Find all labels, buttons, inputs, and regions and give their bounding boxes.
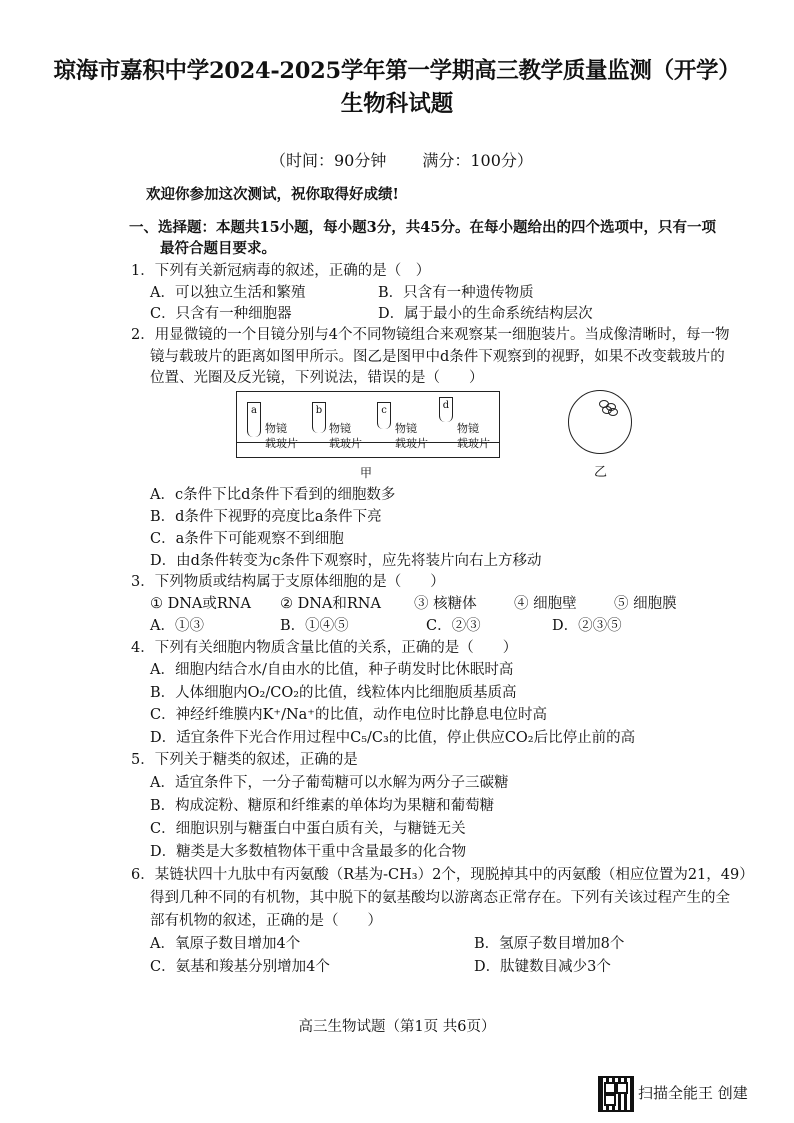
figure-yi-field-of-view [568,390,632,454]
qr-finder [604,1082,616,1094]
q4-stem: 4．下列有关细胞内物质含量比值的关系，正确的是（ ） [131,640,518,656]
slide-a-label: 载玻片 [265,437,298,450]
exam-title-line2: 生物科试题 [340,91,454,117]
objective-d-label: 物镜 [457,422,479,435]
q5-stem: 5．下列关于糖类的叙述，正确的是 [131,752,358,768]
q6-stem-line2: 得到几种不同的有机物，其中脱下的氨基酸均以游离态正常存在。下列有关该过程产生的全 [150,890,730,906]
q2-option-a: A．c条件下比d条件下看到的细胞数多 [150,487,396,503]
q5-option-a: A．适宜条件下，一分子葡萄糖可以水解为两分子三碳糖 [150,775,509,791]
section-intro-line2: 最符合题目要求。 [160,240,276,257]
q3-item-1: ① DNA或RNA [150,596,251,612]
q6-option-c: C．氨基和羧基分别增加4个 [150,959,330,975]
q3-item-3: ③ 核糖体 [414,596,477,612]
objective-b-letter: b [315,405,323,416]
objective-a-letter: a [251,405,257,416]
figure-jia-microscope-objectives [236,391,500,458]
exam-time-score [270,148,533,171]
scanner-watermark: 扫描全能王 创建 [638,1084,748,1102]
exam-title-line1: 琼海市嘉积中学2024-2025学年第一学期高三教学质量监测（开学） [53,58,741,84]
objective-c-label: 物镜 [395,422,417,435]
objective-a [247,402,261,437]
cell-shape [608,408,618,416]
q6-option-b: B．氢原子数目增加8个 [474,936,625,952]
slide-b-label: 载玻片 [329,437,362,450]
q6-stem-line1: 6．某链状四十九肽中有丙氨酸（R基为-CH₃）2个，现脱掉其中的丙氨酸（相应位置为21，49） [131,867,754,883]
q2-option-b: B．d条件下视野的亮度比a条件下亮 [150,509,382,525]
objective-d [439,397,453,422]
qr-finder [604,1094,616,1106]
q3-option-c: C．②③ [426,618,481,634]
q6-stem-line3: 部有机物的叙述，正确的是（ ） [150,913,382,929]
figure-jia-caption: 甲 [360,466,373,480]
q5-option-b: B．构成淀粉、糖原和纤维素的单体均为果糖和葡萄糖 [150,798,495,814]
objective-d-letter: d [442,400,450,411]
q2-stem-line2: 镜与载玻片的距离如图甲所示。图乙是图甲中d条件下观察到的视野，如果不改变载玻片的 [150,349,725,365]
q2-stem-line1: 2．用显微镜的一个目镜分别与4个不同物镜组合来观察某一细胞装片。当成像清晰时，每一物 [131,327,730,343]
q1-option-a: A．可以独立生活和繁殖 [150,285,306,301]
qr-code-icon [598,1076,634,1112]
q4-option-a: A．细胞内结合水/自由水的比值，种子萌发时比休眠时高 [150,662,514,678]
q4-option-d: D．适宜条件下光合作用过程中C₅/C₃的比值，停止供应CO₂后比停止前的高 [150,730,636,746]
objective-c-letter: c [381,405,387,416]
q3-item-4: ④ 细胞壁 [514,596,577,612]
objective-a-label: 物镜 [265,422,287,435]
slide-d-label: 载玻片 [457,437,490,450]
q5-option-d: D．糖类是大多数植物体干重中含量最多的化合物 [150,844,467,860]
slide-c-label: 载玻片 [395,437,428,450]
q4-option-b: B．人体细胞内O₂/CO₂的比值，线粒体内比细胞质基质高 [150,685,517,701]
q3-option-a: A．①③ [150,618,204,634]
greeting: 欢迎你参加这次测试，祝你取得好成绩! [146,186,399,203]
q1-option-b: B．只含有一种遗传物质 [378,285,534,301]
q4-option-c: C．神经纤维膜内K⁺/Na⁺的比值，动作电位时比静息电位时高 [150,707,547,723]
exam-score: 满分：100分） [422,151,533,170]
q2-option-c: C．a条件下可能观察不到细胞 [150,531,344,547]
q6-option-a: A．氧原子数目增加4个 [150,936,301,952]
q2-stem-line3: 位置、光圈及反光镜，下列说法，错误的是（ ） [150,370,484,386]
q5-option-c: C．细胞识别与糖蛋白中蛋白质有关，与糖链无关 [150,821,466,837]
q3-item-2: ② DNA和RNA [280,596,381,612]
objective-b [312,402,326,433]
q6-option-d: D．肽键数目减少3个 [474,959,611,975]
q3-item-5: ⑤ 细胞膜 [614,596,677,612]
q3-option-b: B．①④⑤ [280,618,349,634]
q1-option-c: C．只含有一种细胞器 [150,306,292,322]
q2-option-d: D．由d条件转变为c条件下观察时，应先将装片向右上方移动 [150,553,542,569]
q3-option-d: D．②③⑤ [552,618,622,634]
section-intro-line1: 一、选择题：本题共15小题，每小题3分，共45分。在每小题给出的四个选项中，只有一项 [129,219,716,236]
qr-finder [616,1082,628,1094]
figure-yi-caption: 乙 [594,465,608,480]
page-footer: 高三生物试题（第1页 共6页） [298,1019,496,1035]
q1-option-d: D．属于最小的生命系统结构层次 [378,306,593,322]
objective-c [377,402,391,429]
exam-time: （时间：90分钟 [270,151,387,170]
q1-stem: 1．下列有关新冠病毒的叙述，正确的是（ ） [131,263,431,279]
objective-b-label: 物镜 [329,422,351,435]
q3-stem: 3．下列物质或结构属于支原体细胞的是（ ） [131,574,445,590]
